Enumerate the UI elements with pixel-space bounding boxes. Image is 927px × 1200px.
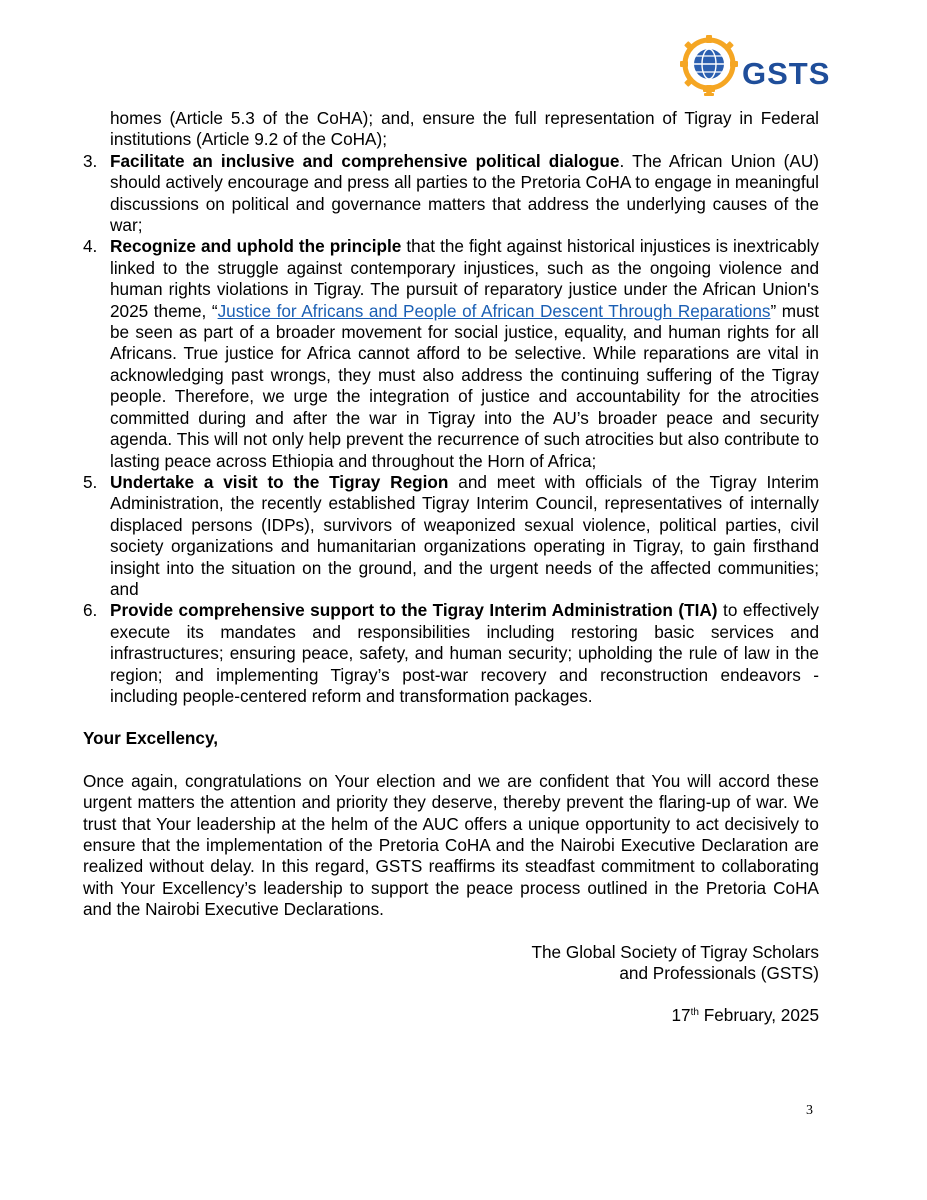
list-item bbox=[83, 472, 819, 600]
list-item-text: Undertake a visit to the Tigray Region and meet with officials of the Tigray Interim Administration, the recently established Tigray Interim Council, representatives of internally displaced persons (IDPs), survivors of weaponized sexual violence, political parties, civil society organizations and humanitarian organizations operating in Tigray, to gain firsthand insight into the situation on the ground, and the urgent needs of the affected communities; and bbox=[110, 471, 819, 599]
continuation-text: homes (Article 5.3 of the CoHA); and, ensure the full representation of Tigray in Federal institutions (Article 9.2 of the CoHA); bbox=[110, 108, 819, 150]
list-item bbox=[83, 236, 819, 471]
au-theme-link[interactable]: Justice for Africans and People of African Descent Through Reparations bbox=[217, 300, 771, 321]
letter-date: 17th February, 2025 bbox=[671, 1005, 819, 1026]
list-item bbox=[83, 151, 819, 237]
salutation: Your Excellency, bbox=[83, 728, 219, 749]
list-item-text: Facilitate an inclusive and comprehensive political dialogue. The African Union (AU) should actively encourage and press all parties to the Pretoria CoHA to engage in meaningful discussions on political and governance matters that address the underlying causes of the war; bbox=[110, 150, 819, 236]
list-item-text: Recognize and uphold the principle that the fight against historical injustices is inextricably linked to the struggle against contemporary injustices, such as the ongoing violence and human rights violations in Tigray. The pursuit of reparatory justice under the African Union's 2025 theme, “Justice for Africans and People of African Descent Through Reparations” must be seen as part of a broader movement for social justice, equality, and human rights for all Africans. True justice for Africa cannot afford to be selective. While reparations are vital in acknowledging past wrongs, they must also address the continuing suffering of the Tigray people. Therefore, we urge the integration of justice and accountability for the atrocities committed during and after the war in Tigray into the AU’s broader peace and security agenda. This will not only help prevent the recurrence of such atrocities but also contribute to lasting peace across Ethiopia and throughout the Horn of Africa; bbox=[110, 236, 819, 471]
page-number: 3 bbox=[806, 1103, 813, 1118]
list-number: 3. bbox=[83, 150, 98, 171]
list-item-text: Provide comprehensive support to the Tigray Interim Administration (TIA) to effectively execute its mandates and responsibilities including restoring basic services and infrastructures; ensuring peace, safety, and human security; upholding the rule of law in the region; and implementing Tigray’s post-war recovery and reconstruction endeavors - including people-centered reform and transformation packages. bbox=[110, 600, 819, 706]
list-item-heading: Recognize and uphold the principle bbox=[110, 236, 402, 257]
logo-text: GSTS bbox=[742, 56, 831, 91]
gsts-logo bbox=[678, 34, 830, 100]
list-number: 4. bbox=[83, 236, 98, 257]
letter-body bbox=[83, 108, 819, 1027]
list-item-heading: Facilitate an inclusive and comprehensive political dialogue bbox=[110, 150, 620, 171]
list-item-heading: Provide comprehensive support to the Tigray Interim Administration (TIA) bbox=[110, 600, 718, 621]
signature-line-2: and Professionals (GSTS) bbox=[619, 963, 819, 984]
gear-globe-bulb-icon bbox=[678, 34, 740, 100]
list-number: 6. bbox=[83, 600, 98, 621]
signature-line-1: The Global Society of Tigray Scholars bbox=[531, 941, 819, 962]
list-item bbox=[83, 600, 819, 707]
list-number: 5. bbox=[83, 471, 98, 492]
closing-paragraph: Once again, congratulations on Your election and we are confident that You will accord these urgent matters the attention and priority they deserve, thereby prevent the flaring-up of war. We trust that Your leadership at the helm of the AUC offers a unique opportunity to act decisively to ensure that the implementation of the Pretoria CoHA and the Nairobi Executive Declaration are realized without delay. In this regard, GSTS reaffirms its steadfast commitment to collaborating with Your Excellency’s leadership to support the peace process outlined in the Pretoria CoHA and the Nairobi Executive Declarations. bbox=[83, 770, 819, 920]
list-item-heading: Undertake a visit to the Tigray Region bbox=[110, 471, 449, 492]
